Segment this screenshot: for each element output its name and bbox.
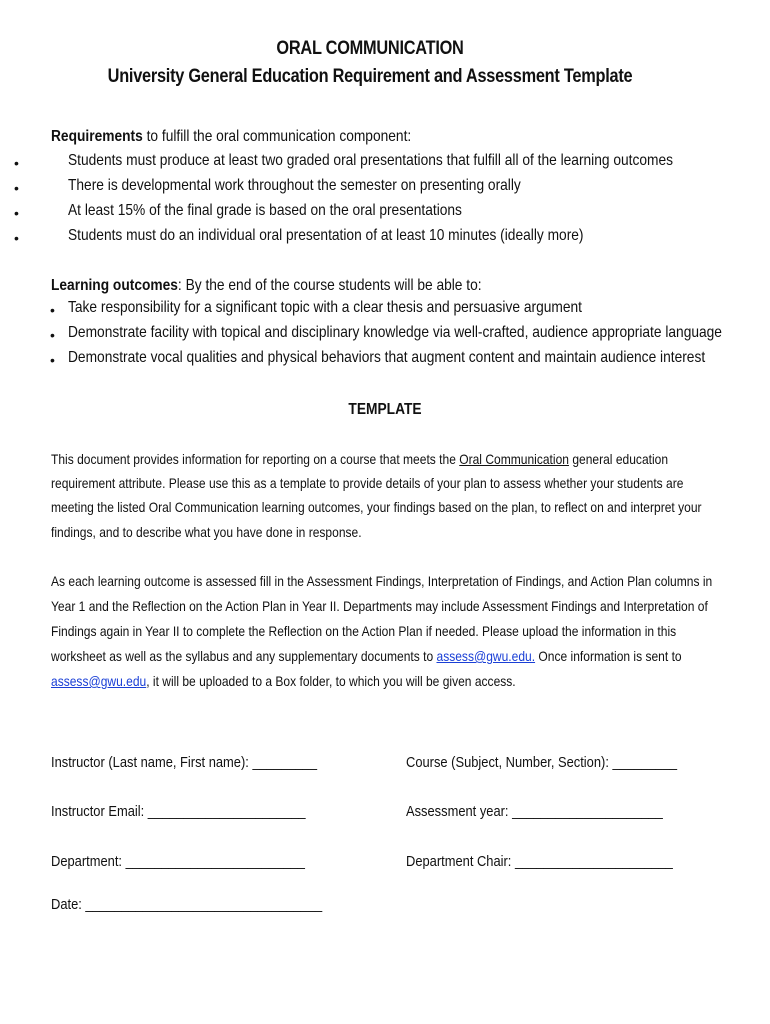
bullet-icon: •: [14, 180, 19, 196]
bullet-icon: •: [14, 155, 19, 171]
paragraph-line: This document provides information for reporting on a course that meets the Oral Communication general education: [51, 451, 669, 467]
email-link[interactable]: assess@gwu.edu: [51, 673, 147, 689]
outcomes-heading: Learning outcomes: [51, 277, 178, 294]
date-field[interactable]: Date: _________________________________: [51, 896, 323, 913]
paragraph-line: Year 1 and the Reflection on the Action Plan in Year II. Departments may include Assessment Findings and Interpretation of: [51, 598, 708, 614]
requirement-item: There is developmental work throughout the semester on presenting orally: [68, 177, 521, 194]
paragraph-line: requirement attribute. Please use this as a template to provide details of your plan to assess whether your students are: [51, 475, 684, 491]
outcome-item: Demonstrate facility with topical and disciplinary knowledge via well-crafted, audience appropriate language: [68, 324, 722, 341]
requirement-item: Students must do an individual oral presentation of at least 10 minutes (ideally more): [68, 227, 584, 244]
oral-communication-link[interactable]: Oral Communication: [459, 451, 569, 467]
outcomes-intro: Learning outcomes: By the end of the course students will be able to:: [51, 277, 482, 294]
department-chair-field[interactable]: Department Chair: ______________________: [406, 853, 673, 870]
outcome-item: Demonstrate vocal qualities and physical behaviors that augment content and maintain audience interest: [68, 349, 706, 366]
paragraph-line: As each learning outcome is assessed fill in the Assessment Findings, Interpretation of Findings, and Action Plan columns in: [51, 573, 713, 589]
document-title: ORAL COMMUNICATION: [276, 38, 464, 59]
document-subtitle: University General Education Requirement and Assessment Template: [107, 66, 633, 87]
bullet-icon: •: [50, 302, 55, 318]
template-heading: TEMPLATE: [348, 401, 422, 418]
paragraph-line: Findings again in Year II to complete the Reflection on the Action Plan if needed. Please upload the information in this: [51, 623, 677, 639]
paragraph-line: meeting the listed Oral Communication learning outcomes, your findings based on the plan, to reflect on and interpret your: [51, 499, 702, 515]
department-field[interactable]: Department: _________________________: [51, 853, 305, 870]
bullet-icon: •: [14, 230, 19, 246]
paragraph-line: worksheet as well as the syllabus and any supplementary documents to assess@gwu.edu. Once information is sent to: [51, 648, 682, 664]
requirements-intro: Requirements to fulfill the oral communication component:: [51, 128, 412, 145]
instructor-email-field[interactable]: Instructor Email: ______________________: [51, 803, 306, 820]
paragraph-line: assess@gwu.edu, it will be uploaded to a Box folder, to which you will be given access.: [51, 673, 516, 689]
bullet-icon: •: [50, 352, 55, 368]
outcome-item: Take responsibility for a significant topic with a clear thesis and persuasive argument: [68, 299, 582, 316]
bullet-icon: •: [14, 205, 19, 221]
paragraph-line: findings, and to describe what you have done in response.: [51, 524, 362, 540]
requirement-item: At least 15% of the final grade is based on the oral presentations: [68, 202, 462, 219]
course-field[interactable]: Course (Subject, Number, Section): _________: [406, 754, 678, 771]
instructor-name-field[interactable]: Instructor (Last name, First name): _________: [51, 754, 318, 771]
bullet-icon: •: [50, 327, 55, 343]
assessment-year-field[interactable]: Assessment year: _____________________: [406, 803, 663, 820]
requirements-heading: Requirements: [51, 128, 143, 145]
requirement-item: Students must produce at least two graded oral presentations that fulfill all of the learning outcomes: [68, 152, 674, 169]
email-link[interactable]: assess@gwu.edu.: [436, 648, 536, 664]
